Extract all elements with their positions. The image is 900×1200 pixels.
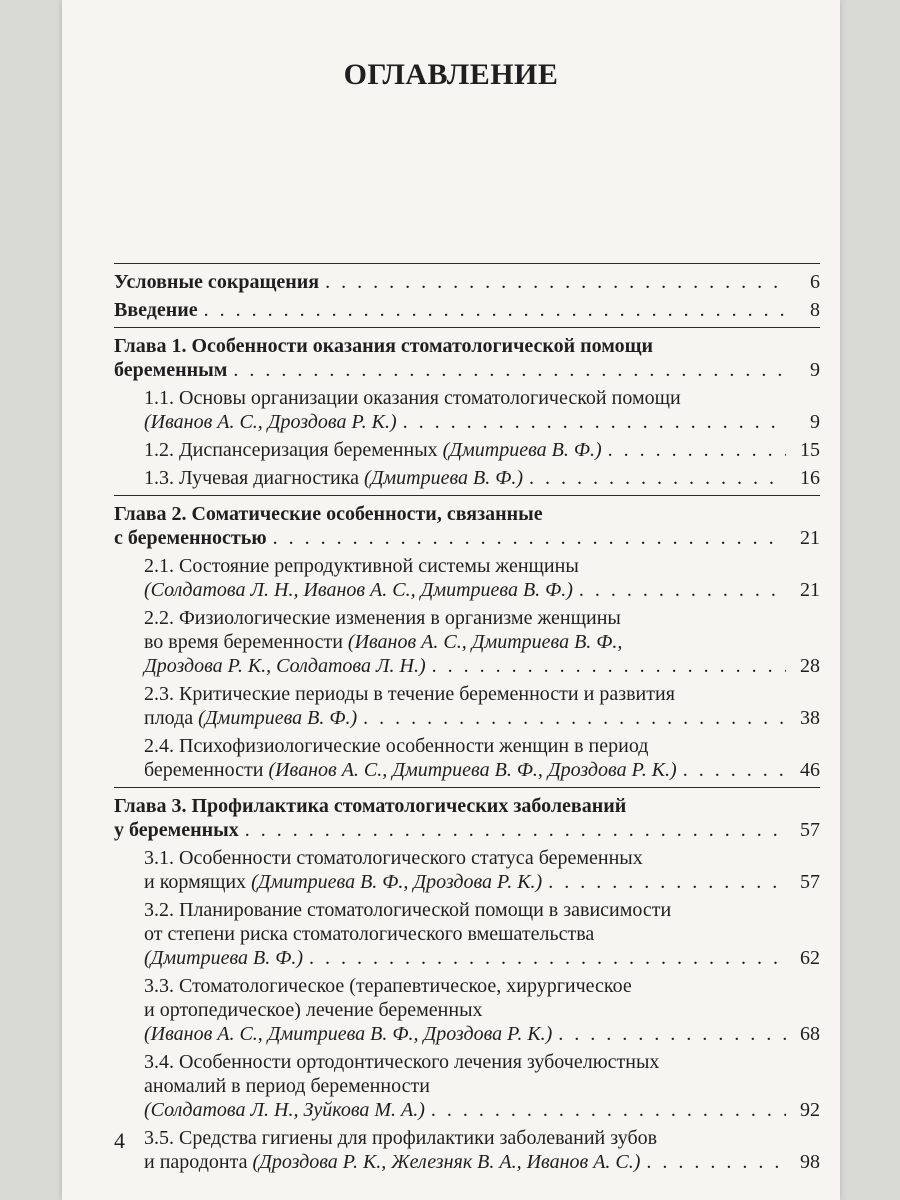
divider	[114, 495, 820, 496]
toc-entry-1-3: 1.3. Лучевая диагностика (Дмитриева В. Ф.) . . . 16	[114, 466, 820, 490]
page-number: 38	[800, 707, 820, 729]
page-number: 21	[800, 579, 820, 601]
toc-entry-chapter-3: Глава 3. Профилактика стоматологических заболеваний у беременных . . . 57	[114, 794, 820, 842]
toc-entry-chapter-1: Глава 1. Особенности оказания стоматологической помощи беременным . . . 9	[114, 334, 820, 382]
page-number: 57	[800, 819, 820, 841]
folio-page-number: 4	[114, 1128, 125, 1153]
page-number: 8	[810, 299, 820, 321]
page-number: 46	[800, 759, 820, 781]
toc-entry-2-4: 2.4. Психофизиологические особенности женщин в период беременности (Иванов А. С., Дмитриева В. Ф., Дроздова Р. К.) . . . 46	[114, 734, 820, 782]
toc-entry-introduction: Введение . . . 8	[114, 298, 820, 322]
toc-entry-2-2: 2.2. Физиологические изменения в организме женщины во время беременности (Иванов А. С., Дмитриева В. Ф., Дроздова Р. К., Солдатова Л. Н.) . . . 28	[114, 606, 820, 678]
divider	[114, 327, 820, 328]
book-page	[62, 0, 840, 1200]
page-number: 16	[800, 467, 820, 489]
toc-entry-abbreviations: Условные сокращения . . . 6	[114, 270, 820, 294]
page-number: 62	[800, 947, 820, 969]
page-number: 9	[810, 411, 820, 433]
page-number: 28	[800, 655, 820, 677]
toc-entry-3-4: 3.4. Особенности ортодонтического лечения зубочелюстных аномалий в период беременности (Солдатова Л. Н., Зуйкова М. А.) . . . 92	[114, 1050, 820, 1122]
toc-entry-2-1: 2.1. Состояние репродуктивной системы женщины (Солдатова Л. Н., Иванов А. С., Дмитриева В. Ф.) . . . 21	[114, 554, 820, 602]
page-title: ОГЛАВЛЕНИЕ	[343, 58, 559, 91]
page-number: 9	[810, 359, 820, 381]
toc-entry-3-2: 3.2. Планирование стоматологической помощи в зависимости от степени риска стоматологического вмешательства (Дмитриева В. Ф.) . . . 62	[114, 898, 820, 970]
page-number: 98	[800, 1151, 820, 1173]
page-number: 21	[800, 527, 820, 549]
toc-entry-chapter-2: Глава 2. Соматические особенности, связанные с беременностью . . . 21	[114, 502, 820, 550]
page-number: 6	[810, 271, 820, 293]
page-number: 57	[800, 871, 820, 893]
divider	[114, 787, 820, 788]
page-number: 15	[800, 439, 820, 461]
page-number: 92	[800, 1099, 820, 1121]
page-number: 68	[800, 1023, 820, 1045]
divider	[114, 263, 820, 264]
toc-entry-3-3: 3.3. Стоматологическое (терапевтическое, хирургическое и ортопедическое) лечение беременных (Иванов А. С., Дмитриева В. Ф., Дроздова Р. К.) . . . 68	[114, 974, 820, 1046]
toc-entry-2-3: 2.3. Критические периоды в течение беременности и развития плода (Дмитриева В. Ф.) . . . 38	[114, 682, 820, 730]
toc-entry-3-5: 3.5. Средства гигиены для профилактики заболеваний зубов и пародонта (Дроздова Р. К., Железняк В. А., Иванов А. С.) . . . 98	[114, 1126, 820, 1174]
toc-entry-3-1: 3.1. Особенности стоматологического статуса беременных и кормящих (Дмитриева В. Ф., Дроздова Р. К.) . . . 57	[114, 846, 820, 894]
table-of-contents	[114, 258, 820, 1178]
toc-entry-1-2: 1.2. Диспансеризация беременных (Дмитриева В. Ф.) . . . 15	[114, 438, 820, 462]
toc-entry-1-1: 1.1. Основы организации оказания стоматологической помощи (Иванов А. С., Дроздова Р. К.) . . . 9	[114, 386, 820, 434]
